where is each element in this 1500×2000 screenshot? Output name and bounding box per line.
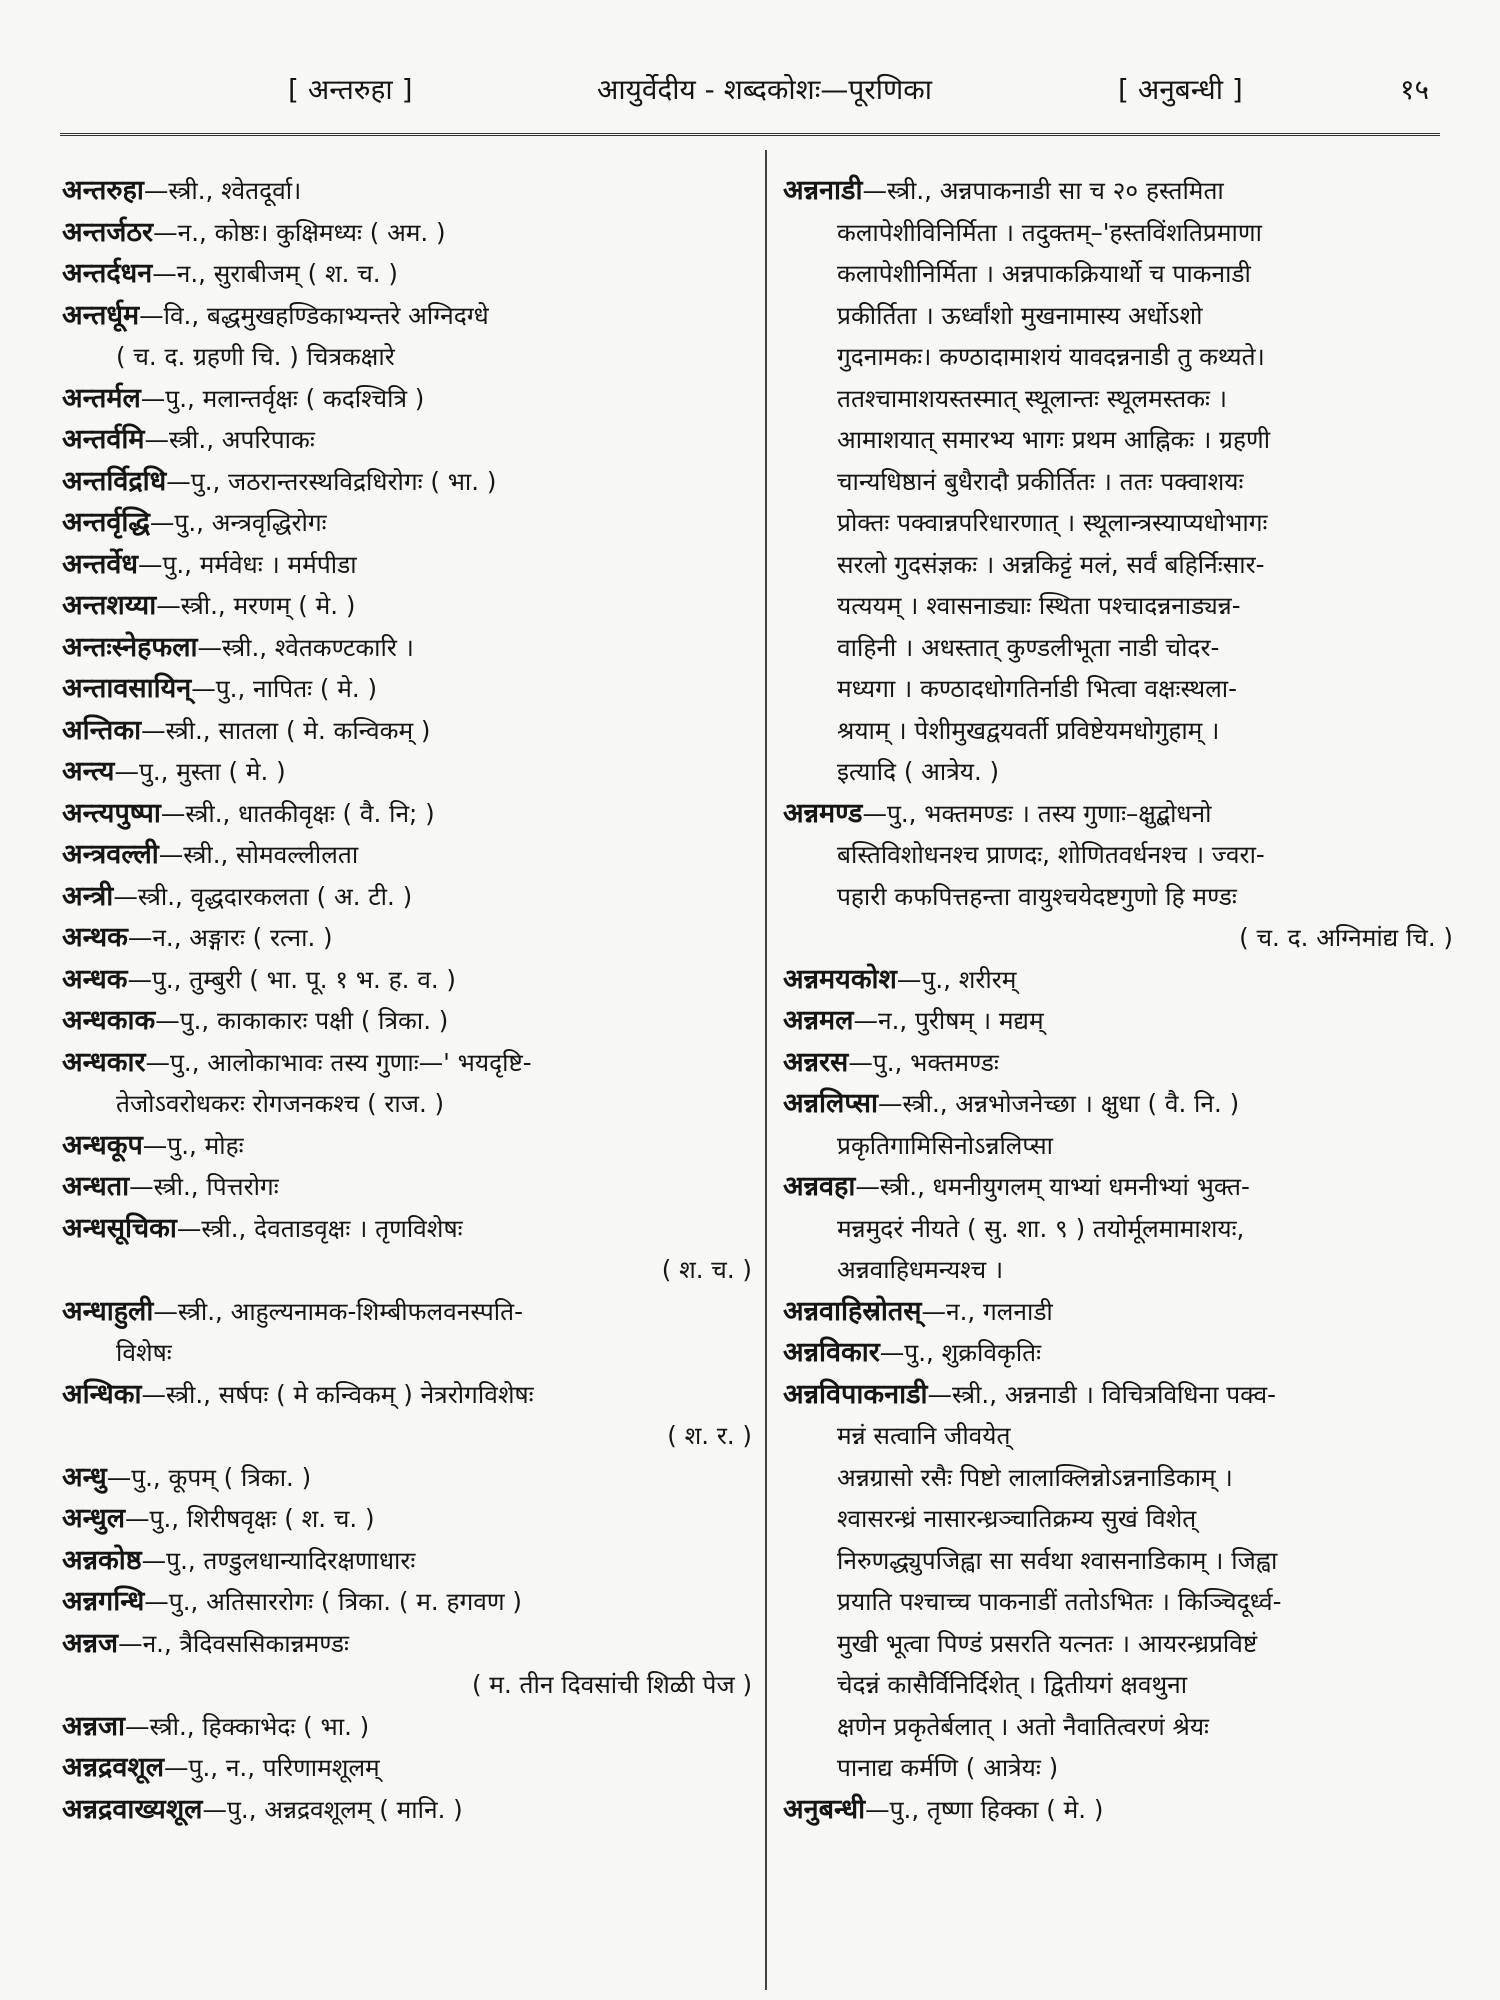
definition: —स्त्री., सातला ( मे. कन्विकम् ) [141, 715, 431, 745]
continuation-line: कलापेशीविनिर्मिता । तदुक्तम्–'हस्तविंशतिप्रमाणा [837, 217, 1262, 247]
definition: —पु., मर्मवेधः । मर्मपीडा [137, 549, 357, 579]
dictionary-entry [62, 1498, 752, 1540]
definition: —स्त्री., अन्नपाकनाडी सा च २० हस्तमिता [862, 176, 1224, 205]
entry-line [62, 1581, 752, 1623]
headword: अन्त्री [62, 880, 114, 912]
continuation-line: गुदनामकः। कण्ठादामाशयं यावदन्ननाडी तु कथ्यते। [837, 342, 1265, 371]
dictionary-entry [62, 419, 752, 461]
header-rule [60, 133, 1440, 136]
dictionary-entry [62, 1540, 752, 1582]
definition: —स्त्री., वृद्धदारकलता ( अ. टी. ) [113, 881, 413, 911]
right-column [783, 170, 1453, 1830]
dictionary-entry [62, 544, 752, 586]
definition: —पु., भक्तमण्डः [848, 1047, 999, 1077]
entry-line [783, 1166, 1453, 1208]
dictionary-entry [62, 1747, 752, 1789]
definition: —स्त्री., श्वेतकण्टकारि । [197, 632, 414, 662]
headword: अन्त्यपुष्पा [62, 797, 161, 829]
definition: —स्त्री., मरणम् ( मे. ) [156, 591, 356, 620]
headword: अन्नविपाकनाडी [783, 1378, 928, 1410]
entry-line [783, 1789, 1453, 1831]
entry-line [62, 295, 752, 337]
headword: अन्तरुहा [62, 175, 144, 206]
dictionary-entry [62, 751, 752, 793]
entry-line [783, 959, 1453, 1001]
dictionary-entry [62, 295, 752, 378]
dictionary-entry [62, 212, 752, 254]
headword: अन्नजा [62, 1710, 126, 1742]
definition: —न., त्रैदिवससिकान्नमण्डः [118, 1628, 349, 1658]
headword: अन्तर्वमि [62, 424, 145, 455]
header-last-entry: [ अनुबन्धी ] [1118, 73, 1243, 106]
page-number: १५ [1400, 73, 1430, 106]
dictionary-entry [62, 876, 752, 918]
continuation-line: मन्नं सत्वानि जीवयेत् [837, 1421, 1011, 1450]
dictionary-entry [62, 253, 752, 295]
dictionary-entry [62, 917, 752, 959]
definition: —पु., मलान्तर्वृक्षः ( कदश्चित्रि ) [140, 383, 425, 413]
definition: —पु., अन्नद्रवशूलम् ( मानि. ) [202, 1794, 463, 1824]
source-reference: ( श. च. ) [661, 1255, 752, 1284]
entry-line [62, 834, 752, 876]
dictionary-entry [62, 793, 752, 835]
definition: —न., सुराबीजम् ( श. च. ) [152, 259, 398, 288]
entry-line [62, 1374, 752, 1416]
definition: —स्त्री., पित्तरोगः [129, 1172, 279, 1201]
dictionary-entry [62, 668, 752, 710]
continuation-line: ततश्चामाशयस्तस्मात् स्थूलान्तः स्थूलमस्तकः । [837, 383, 1228, 413]
entry-line [62, 1706, 752, 1748]
headword: अन्धु [62, 1461, 107, 1493]
entry-line [62, 917, 752, 959]
headword: अन्तावसायिन् [62, 673, 192, 704]
definition: —स्त्री., सोमवल्लीलता [158, 840, 359, 869]
headword: अन्ननाडी [783, 175, 863, 206]
headword: अन्नवाहिस्रोतस् [783, 1295, 922, 1327]
dictionary-entry [783, 1374, 1453, 1789]
entry-line [62, 461, 752, 503]
dictionary-entry [783, 1291, 1453, 1333]
dictionary-entry [62, 627, 752, 669]
definition: —पु., नापितः ( मे. ) [191, 674, 378, 703]
entry-line [62, 253, 752, 295]
dictionary-entry [62, 1000, 752, 1042]
headword: अन्नविकार [783, 1337, 880, 1368]
source-reference: ( श. र. ) [667, 1421, 752, 1450]
definition: —स्त्री., अन्नभोजनेच्छा । क्षुधा ( वै. नि. ) [878, 1089, 1240, 1118]
entry-line [62, 1291, 752, 1333]
continuation-line: अन्नग्रासो रसैः पिष्टो लालाक्लिन्नोऽन्ननाडिकाम् । [837, 1462, 1233, 1492]
definition: —स्त्री., श्वेतदूर्वा। [143, 176, 302, 205]
definition: —पु., शरीरम् [896, 964, 1017, 994]
dictionary-entry [62, 1208, 752, 1291]
definition: —स्त्री., सर्षपः ( मे कन्विकम् ) नेत्ररोगविशेषः [141, 1379, 534, 1409]
continuation-line: चेदन्नं कासैर्विनिर्दिशेत् । द्वितीयगं क्षवथुना [837, 1670, 1188, 1699]
entry-line [783, 793, 1453, 835]
definition: —पु., अन्त्रवृद्धिरोगः [149, 508, 327, 537]
definition: —पु., तण्डुलधान्यादिरक्षणाधारः [141, 1545, 416, 1575]
definition: —पु., मुस्ता ( मे. ) [114, 757, 286, 786]
headword: अन्नमण्ड [783, 797, 863, 829]
entry-line [62, 502, 752, 544]
dictionary-entry [62, 170, 752, 212]
continuation-line: मन्नमुदरं नीयते ( सु. शा. ९ ) तयोर्मूलमामाशयः, [837, 1213, 1245, 1243]
headword: अन्धिका [62, 1378, 142, 1410]
definition: —पु., तृष्णा हिक्का ( मे. ) [865, 1794, 1104, 1824]
headword: अन्नगन्धि [62, 1586, 145, 1617]
headword: अन्धकूप [62, 1129, 143, 1161]
entry-line [62, 876, 752, 918]
continuation-line: श्वासरन्ध्रं नासारन्ध्रञ्चातिक्रम्य सुखं विशेत् [837, 1504, 1197, 1533]
headword: अन्नमल [783, 1005, 854, 1036]
headword: अन्नकोष्ठ [62, 1544, 142, 1576]
definition: —पु., भक्तमण्डः । तस्य गुणाः–क्षुद्बोधनो [862, 798, 1212, 828]
entry-line [783, 1374, 1453, 1416]
definition: —पु., जठरान्तरस्थविद्रधिरोगः ( भा. ) [166, 466, 497, 496]
entry-line [62, 378, 752, 420]
headword: अन्नरस [783, 1046, 849, 1078]
continuation-line: विशेषः [116, 1338, 172, 1367]
dictionary-entry [783, 1789, 1453, 1831]
continuation-line: प्रकीर्तिता । ऊर्ध्वांशो मुखनामास्य अर्धोऽशो [837, 300, 1203, 330]
dictionary-entry [62, 1166, 752, 1208]
entry-line [62, 1457, 752, 1499]
dictionary-entry [783, 170, 1453, 793]
dictionary-entry [783, 793, 1453, 959]
dictionary-entry [62, 834, 752, 876]
continuation-line: कलापेशीनिर्मिता । अन्नपाकक्रियार्थो च पाकनाडी [837, 259, 1251, 288]
entry-line [62, 170, 752, 212]
headword: अन्तर्वेध [62, 548, 138, 580]
continuation-line: इत्यादि ( आत्रेय. ) [837, 757, 1000, 786]
source-reference: ( म. तीन दिवसांची शिळी पेज ) [471, 1670, 752, 1699]
dictionary-entry [62, 378, 752, 420]
left-column [62, 170, 752, 1830]
definition: —स्त्री., धातकीवृक्षः ( वै. नि; ) [160, 798, 435, 828]
dictionary-entry [62, 585, 752, 627]
definition: —न., अङ्गारः ( रत्ना. ) [127, 923, 333, 952]
continuation-line: चान्यधिष्ठानं बुधैरादौ प्रकीर्तितः । ततः पक्वाशयः [837, 466, 1244, 496]
definition: —स्त्री., अपरिपाकः [144, 425, 315, 454]
headword: अन्थक [62, 922, 128, 953]
dictionary-entry [62, 1291, 752, 1374]
dictionary-entry [783, 1332, 1453, 1374]
entry-line [783, 1291, 1453, 1333]
entry-line [62, 544, 752, 586]
source-reference: ( च. द. अग्निमांद्य चि. ) [1239, 923, 1453, 952]
continuation-line: पानाद्य कर्मणि ( आत्रेयः ) [837, 1753, 1059, 1782]
definition: —न., कोष्ठः। कुक्षिमध्यः ( अम. ) [153, 217, 446, 247]
headword: अन्तर्वृद्धि [62, 507, 150, 538]
entry-line [62, 419, 752, 461]
continuation-line: बस्तिविशोधनश्च प्राणदः, शोणितवर्धनश्च । ज्वरा- [837, 840, 1265, 869]
entry-line [62, 1540, 752, 1582]
headword: अन्धता [62, 1171, 130, 1202]
continuation-line: मध्यगा । कण्ठादधोगतिर्नाडी भित्वा वक्षःस्थला- [837, 674, 1237, 703]
dictionary-entry [62, 1706, 752, 1748]
headword: अन्धकाक [62, 1005, 156, 1036]
definition: —पु., शुक्रविकृतिः [879, 1338, 1042, 1367]
header-title: आयुर्वेदीय - शब्दकोशः—पूरणिका [597, 73, 932, 106]
headword: अन्धुल [62, 1503, 126, 1534]
headword: अन्तशय्या [62, 590, 157, 621]
continuation-line: अन्नवाहिधमन्यश्च । [837, 1255, 1004, 1284]
headword: अन्त्रवल्ली [62, 839, 159, 870]
continuation-line: श्रयाम् । पेशीमुखद्वयवर्ती प्रविष्टेयमधोगुहाम् । [837, 715, 1220, 745]
continuation-line: वाहिनी । अधस्तात् कुण्डलीभूता नाडी चोदर- [837, 632, 1220, 662]
dictionary-entry [62, 710, 752, 752]
headword: अन्नलिप्सा [783, 1088, 879, 1119]
dictionary-entry [62, 1581, 752, 1623]
dictionary-entry [783, 1000, 1453, 1042]
entry-line [62, 1498, 752, 1540]
entry-line [783, 1083, 1453, 1125]
entry-line [62, 1208, 752, 1250]
dictionary-entry [62, 1623, 752, 1706]
continuation-line: प्रयाति पश्चाच्च पाकनाडीं ततोऽभितः । किञ्चिदूर्ध्व- [837, 1587, 1282, 1616]
dictionary-entry [783, 959, 1453, 1001]
headword: अन्तःस्नेहफला [62, 631, 198, 663]
entry-line [62, 1000, 752, 1042]
entry-line [62, 1747, 752, 1789]
column-divider [765, 150, 767, 1990]
dictionary-entry [62, 502, 752, 544]
headword: अन्नद्रवाख्यशूल [62, 1793, 203, 1825]
definition: —पु., काकाकारः पक्षी ( त्रिका. ) [155, 1006, 449, 1035]
headword: अन्तर्विद्रधि [62, 465, 167, 497]
entry-line [62, 959, 752, 1001]
entry-line [783, 1332, 1453, 1374]
definition: —पु., कूपम् ( त्रिका. ) [106, 1462, 312, 1492]
definition: —स्त्री., अन्ननाडी । विचित्रविधिना पक्व- [927, 1379, 1276, 1409]
headword: अन्तिका [62, 714, 142, 746]
continuation-line: सरलो गुदसंज्ञकः । अन्नकिट्टं मलं, सर्वं बहिर्निःसार- [837, 549, 1265, 579]
headword: अन्धक [62, 963, 128, 995]
entry-line [62, 710, 752, 752]
definition: —स्त्री., देवताडवृक्षः । तृणविशेषः [176, 1213, 463, 1243]
dictionary-entry [62, 1125, 752, 1167]
definition: —न., पुरीषम् । मद्यम् [853, 1006, 1044, 1035]
dictionary-entry [62, 1374, 752, 1457]
definition: —स्त्री., धमनीयुगलम् याभ्यां धमनीभ्यां भुक्त- [855, 1172, 1250, 1201]
headword: अन्तर्मल [62, 382, 141, 414]
definition: —पु., तुम्बुरी ( भा. पू. १ भ. ह. व. ) [127, 964, 456, 994]
dictionary-entry [783, 1042, 1453, 1084]
headword: अन्नवहा [783, 1171, 856, 1202]
entry-line [62, 585, 752, 627]
headword: अनुबन्धी [783, 1793, 866, 1825]
definition: —वि., बद्धमुखहण्डिकाभ्यन्तरे अग्निदग्धे [139, 300, 489, 330]
page-header [0, 70, 1500, 120]
entry-line [62, 668, 752, 710]
definition: —पु., न., परिणामशूलम् [164, 1753, 380, 1782]
dictionary-entry [62, 1457, 752, 1499]
continuation-line: निरुणद्ध्युपजिह्वा सा सर्वथा श्वासनाडिकाम् । जिह्वा [837, 1545, 1278, 1575]
headword: अन्धसूचिका [62, 1212, 177, 1244]
continuation-line: प्रोक्तः पक्वान्नपरिधारणात् । स्थूलान्त्रस्याप्यधोभागः [837, 508, 1268, 537]
dictionary-entry [783, 1083, 1453, 1166]
definition: —स्त्री., हिक्काभेदः ( भा. ) [125, 1711, 370, 1741]
headword: अन्नद्रवशूल [62, 1752, 165, 1783]
headword: अन्नमयकोश [783, 963, 897, 995]
dictionary-entry [62, 1042, 752, 1125]
entry-line [62, 627, 752, 669]
entry-line [62, 1166, 752, 1208]
dictionary-entry [62, 959, 752, 1001]
entry-line [783, 170, 1453, 212]
definition: —पु., शिरीषवृक्षः ( श. च. ) [125, 1504, 375, 1533]
dictionary-entry [62, 461, 752, 503]
entry-line [62, 751, 752, 793]
headword: अन्धाहुली [62, 1295, 154, 1327]
entry-line [783, 1042, 1453, 1084]
dictionary-entry [62, 1789, 752, 1831]
headword: अन्तर्दधन [62, 258, 153, 289]
entry-line [62, 1623, 752, 1665]
entry-line [62, 1042, 752, 1084]
headword: अन्तर्धूम [62, 299, 140, 331]
dictionary-entry [783, 1166, 1453, 1291]
definition: —पु., मोहः [142, 1130, 244, 1160]
continuation-line: आमाशयात् समारभ्य भागः प्रथम आह्निकः । ग्रहणी [837, 425, 1271, 454]
headword: अन्तर्जठर [62, 216, 154, 248]
entry-line [62, 1789, 752, 1831]
definition: —पु., अतिसाररोगः ( त्रिका. ( म. हगवण ) [144, 1587, 522, 1616]
continuation-line: मुखी भूत्वा पिण्डं प्रसरति यत्नतः । आयरन्ध्रप्रविष्टं [837, 1628, 1258, 1658]
definition: —पु., आलोकाभावः तस्य गुणाः—' भयदृष्टि- [145, 1047, 532, 1077]
headword: अन्त्य [62, 756, 115, 787]
headword: अन्नज [62, 1627, 119, 1659]
definition: —स्त्री., आहुल्यनामक-शिम्बीफलवनस्पति- [153, 1296, 523, 1326]
entry-line [62, 212, 752, 254]
continuation-line: तेजोऽवरोधकरः रोगजनकश्च ( राज. ) [116, 1089, 445, 1118]
continuation-line: प्रकृतिगामिसिनोऽन्नलिप्सा [837, 1130, 1054, 1160]
continuation-line: ( च. द. ग्रहणी चि. ) चित्रकक्षारे [116, 342, 395, 371]
entry-line [62, 793, 752, 835]
definition: —न., गलनाडी [921, 1296, 1053, 1326]
continuation-line: पहारी कफपित्तहन्ता वायुश्चयेदष्टगुणो हि मण्डः [837, 881, 1237, 911]
header-first-entry: [ अन्तरुहा ] [288, 73, 413, 106]
entry-line [62, 1125, 752, 1167]
headword: अन्धकार [62, 1046, 146, 1078]
continuation-line: क्षणेन प्रकृतेर्बलात् । अतो नैवातित्वरणं श्रेयः [837, 1711, 1209, 1741]
entry-line [783, 1000, 1453, 1042]
continuation-line: यत्ययम् । श्वासनाड्याः स्थिता पश्चादन्ननाड्यन्न- [837, 591, 1241, 620]
